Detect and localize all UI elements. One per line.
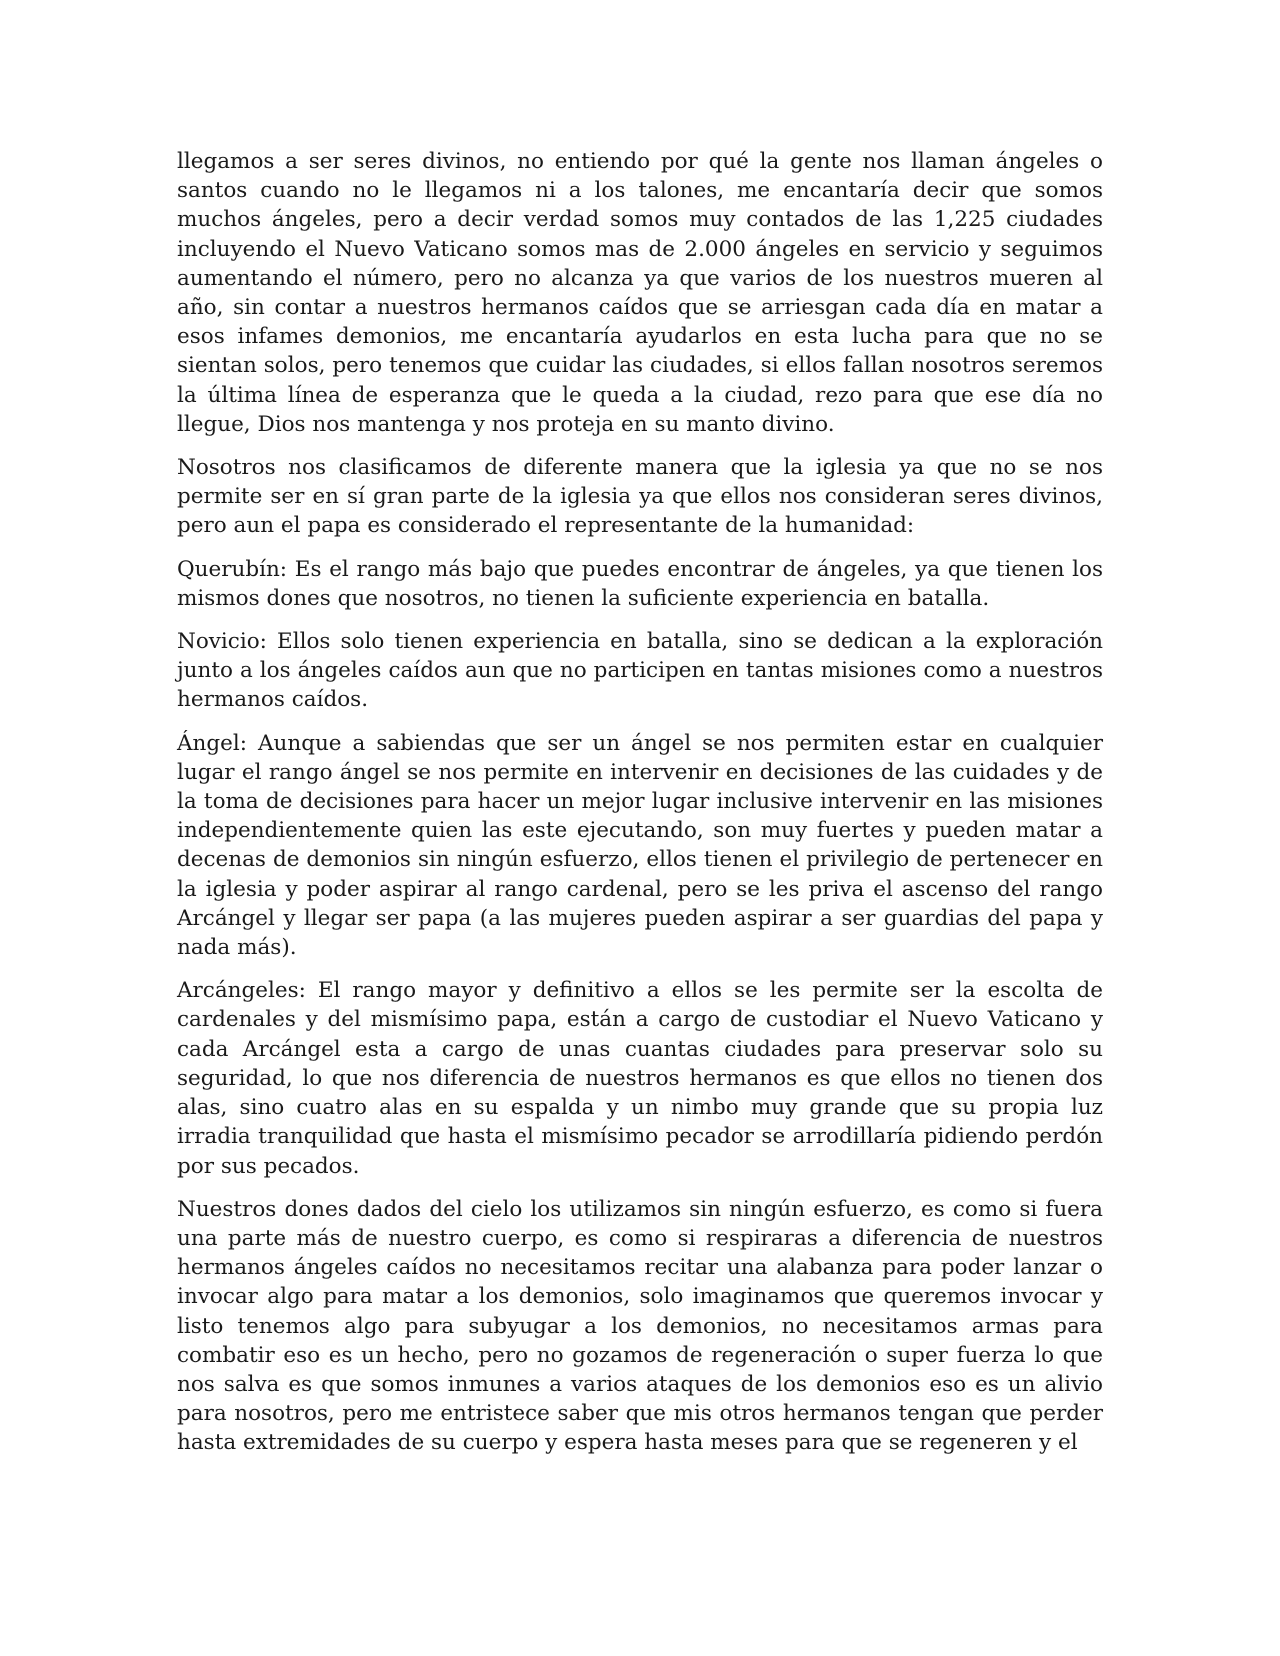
paragraph-novicio: Novicio: Ellos solo tienen experiencia en batalla, sino se dedican a la exploración junto a los ángeles caídos aun que no participen en tantas misiones como a nuestros hermanos caídos. bbox=[177, 629, 1103, 713]
paragraph-divine-beings: llegamos a ser seres divinos, no entiendo por qué la gente nos llaman ángeles o santos cuando no le llegamos ni a los talones, me encantaría decir que somos muchos ángeles, pero a decir verdad somos muy contados de las 1,225 ciudades incluyendo el Nuevo Vaticano somos mas de 2.000 ángeles en servicio y seguimos aumentando el número, pero no alcanza ya que varios de los nuestros mueren al año, sin contar a nuestros hermanos caídos que se arriesgan cada día en matar a esos infames demonios, me encantaría ayudarlos en esta lucha para que no se sientan solos, pero tenemos que cuidar las ciudades, si ellos fallan nosotros seremos la última línea de esperanza que le queda a la ciudad, rezo para que ese día no llegue, Dios nos mantenga y nos proteja en su manto divino. bbox=[177, 149, 1103, 437]
document-body bbox=[177, 147, 1103, 1472]
paragraph-dones: Nuestros dones dados del cielo los utilizamos sin ningún esfuerzo, es como si fuera una parte más de nuestro cuerpo, es como si respiraras a diferencia de nuestros hermanos ángeles caídos no necesitamos recitar una alabanza para poder lanzar o invocar algo para matar a los demonios, solo imaginamos que queremos invocar y listo tenemos algo para subyugar a los demonios, no necesitamos armas para combatir eso es un hecho, pero no gozamos de regeneración o super fuerza lo que nos salva es que somos inmunes a varios ataques de los demonios eso es un alivio para nosotros, pero me entristece saber que mis otros hermanos tengan que perder hasta extremidades de su cuerpo y espera hasta meses para que se regeneren y el bbox=[177, 1196, 1103, 1456]
paragraph-querubin: Querubín: Es el rango más bajo que puedes encontrar de ángeles, ya que tienen los mismos dones que nosotros, no tienen la suficiente experiencia en batalla. bbox=[177, 556, 1103, 611]
paragraph-angel: Ángel: Aunque a sabiendas que ser un ángel se nos permiten estar en cualquier lugar el rango ángel se nos permite en intervenir en decisiones de las cuidades y de la toma de decisiones para hacer un mejor lugar inclusive intervenir en las misiones independientemente quien las este ejecutando, son muy fuertes y pueden matar a decenas de demonios sin ningún esfuerzo, ellos tienen el privilegio de pertenecer en la iglesia y poder aspirar al rango cardenal, pero se les priva el ascenso del rango Arcángel y llegar ser papa (a las mujeres pueden aspirar a ser guardias del papa y nada más). bbox=[177, 730, 1103, 961]
paragraph-arcangeles: Arcángeles: El rango mayor y definitivo a ellos se les permite ser la escolta de cardenales y del mismísimo papa, están a cargo de custodiar el Nuevo Vaticano y cada Arcángel esta a cargo de unas cuantas ciudades para preservar solo su seguridad, lo que nos diferencia de nuestros hermanos es que ellos no tienen dos alas, sino cuatro alas en su espalda y un nimbo muy grande que su propia luz irradia tranquilidad que hasta el mismísimo pecador se arrodillaría pidiendo perdón por sus pecados. bbox=[177, 978, 1103, 1179]
paragraph-classification: Nosotros nos clasificamos de diferente manera que la iglesia ya que no se nos permite ser en sí gran parte de la iglesia ya que ellos nos consideran seres divinos, pero aun el papa es considerado el representante de la humanidad: bbox=[177, 455, 1103, 539]
